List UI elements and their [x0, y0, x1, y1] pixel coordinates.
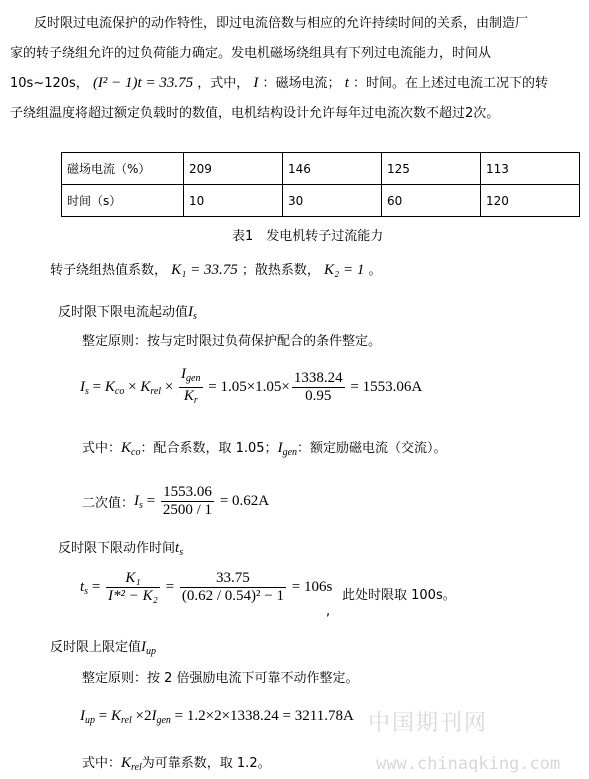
krel-sub: rel	[150, 385, 162, 397]
intro-line-1: 反时限过电流保护的动作特性，即过电流倍数与相应的允许持续时间的关系，由制造厂	[34, 16, 529, 31]
formula-lhs: I	[80, 708, 85, 724]
kco-sub: co	[114, 385, 125, 397]
equals: =	[142, 493, 159, 509]
equals: =	[88, 378, 105, 395]
symbol: I	[141, 639, 147, 655]
equals: =	[161, 579, 178, 595]
kr: K	[183, 388, 194, 404]
igen-sub: gen	[156, 715, 171, 726]
overcurrent-capability-table	[61, 152, 580, 217]
fraction-igen-kr	[179, 366, 202, 409]
overcurrent-equation: (I² − 1)t = 33.75	[92, 75, 194, 91]
secondary-fraction	[161, 484, 214, 519]
kco: K	[104, 378, 115, 395]
times-two: ×2	[131, 708, 152, 724]
period: 。	[368, 263, 382, 278]
table-cell: 125	[382, 153, 481, 185]
comma-mark: ,	[326, 604, 331, 619]
table-cell: 10	[184, 185, 283, 217]
intro-line-3	[10, 72, 548, 92]
formula-lhs-sub: up	[85, 715, 95, 726]
formula-result: = 1553.06A	[346, 378, 423, 395]
lower-current-heading	[58, 301, 197, 322]
field-current-text: ：磁场电流；	[262, 76, 341, 91]
table-cell: 60	[382, 185, 481, 217]
lower-current-where	[82, 437, 447, 458]
formula-result: = 1.2×2×1338.24 = 3211.78A	[170, 708, 354, 724]
upper-limit-formula	[80, 708, 354, 726]
fraction-denominator	[179, 388, 202, 409]
formula-lhs: I	[80, 378, 85, 395]
lower-time-heading	[58, 537, 183, 558]
secondary-lhs-sub: s	[139, 500, 143, 511]
table-cell: 113	[481, 153, 580, 185]
symbol-t: t	[344, 75, 349, 91]
krel: K	[140, 378, 151, 395]
intro-line-4: 子绕组温度将超过额定负载时的数值，电机结构设计允许每年过电流次数不超过2次。	[10, 106, 500, 121]
where-i-sub: gen	[282, 447, 298, 458]
where-prefix: 式中：	[82, 756, 122, 771]
where-k: K	[121, 440, 132, 456]
equals: =	[95, 708, 111, 724]
times: ×	[161, 378, 178, 395]
table-header-cell: 磁场电流（%）	[62, 153, 184, 185]
fraction-denominator: I*² − K₂	[108, 588, 158, 604]
formula-result: = 106s	[287, 579, 333, 595]
where-mid: ：配合系数，取 1.05；	[140, 441, 278, 456]
watermark-url: www.chinaqking.com	[376, 754, 561, 774]
fraction-numerator: 1553.06	[161, 484, 214, 502]
formula-mid: = 1.05×1.05×	[204, 378, 290, 395]
where-suffix: ：额定励磁电流（交流）。	[297, 441, 447, 456]
fraction-values	[180, 570, 286, 605]
where-k-sub: co	[131, 447, 141, 458]
fraction-numerator: K₁	[106, 570, 160, 588]
where-prefix: 式中：	[82, 441, 122, 456]
heading-text: 反时限下限动作时间	[58, 541, 176, 556]
where-suffix: 为可靠系数，取 1.2。	[141, 756, 271, 771]
secondary-lhs: I	[134, 493, 140, 509]
table-cell: 30	[283, 185, 382, 217]
secondary-label: 二次值：	[82, 496, 135, 511]
upper-limit-where	[82, 752, 271, 773]
k2-value: K₂ = 1	[324, 262, 365, 278]
fraction-denominator: 2500 / 1	[162, 502, 213, 518]
time-text: ：时间。在上述过电流工况下的转	[353, 76, 549, 91]
table-row	[62, 185, 580, 217]
formula-lhs-sub: s	[85, 385, 89, 397]
where-k: K	[121, 755, 132, 771]
fraction-numerator	[179, 366, 202, 388]
symbol: t	[175, 540, 180, 556]
lower-time-formula	[80, 570, 332, 605]
heat-coefficient-label: 转子绕组热值系数，	[50, 263, 168, 278]
lower-current-principle: 整定原则：按与定时限过负荷保护配合的条件整定。	[82, 334, 382, 349]
table-cell: 146	[283, 153, 382, 185]
symbol-subscript: s	[193, 311, 197, 322]
heading-text: 反时限上限定值	[50, 640, 142, 655]
symbol-subscript: s	[179, 547, 184, 558]
where-i: I	[277, 440, 283, 456]
igen-sub: gen	[186, 373, 201, 384]
where-k-sub: rel	[131, 762, 142, 773]
secondary-value-line	[82, 484, 269, 519]
igen: I	[151, 708, 157, 724]
formula-lhs: t	[80, 579, 85, 595]
lower-current-formula	[80, 366, 422, 409]
heading-text: 反时限下限电流起动值	[58, 305, 189, 320]
equals: =	[88, 579, 105, 595]
table-row	[62, 153, 580, 185]
k1-value: K₁ = 33.75	[171, 262, 238, 278]
table-header-cell: 时间（s）	[62, 185, 184, 217]
upper-limit-heading	[50, 636, 156, 657]
fraction-denominator: (0.62 / 0.54)² − 1	[181, 588, 284, 604]
krel-sub: rel	[120, 715, 132, 726]
fraction-values	[292, 370, 345, 405]
fraction-denominator: 0.95	[305, 388, 332, 404]
dissipation-coefficient-label: ；散热系数，	[241, 263, 320, 278]
symbol: I	[188, 304, 194, 320]
kr-sub: r	[193, 395, 198, 406]
secondary-result: = 0.62A	[216, 493, 270, 509]
fraction-k	[106, 570, 160, 605]
symbol-I: I	[253, 75, 259, 91]
upper-limit-principle: 整定原则：按 2 倍强励电流下可靠不动作整定。	[82, 671, 359, 686]
intro-line-2: 家的转子绕组允许的过负荷能力确定。发电机磁场绕组具有下列过电流能力，时间从	[10, 46, 492, 61]
krel: K	[110, 708, 121, 724]
table-cell: 209	[184, 153, 283, 185]
time-limit-note: 此处时限取 100s。	[342, 588, 456, 603]
fraction-numerator: 33.75	[180, 570, 286, 588]
igen: I	[181, 366, 187, 382]
formula-lhs-sub: s	[84, 585, 89, 597]
fraction-numerator: 1338.24	[293, 370, 343, 386]
coefficients-line	[50, 259, 382, 279]
table-caption: 表1 发电机转子过流能力	[232, 229, 384, 244]
watermark-cn: 中国期刊网	[368, 711, 489, 736]
times: ×	[124, 378, 141, 395]
symbol-subscript: up	[146, 646, 157, 657]
table-cell: 120	[481, 185, 580, 217]
time-range-text: 10s~120s，	[10, 76, 89, 91]
where-text: ，式中，	[197, 76, 250, 91]
